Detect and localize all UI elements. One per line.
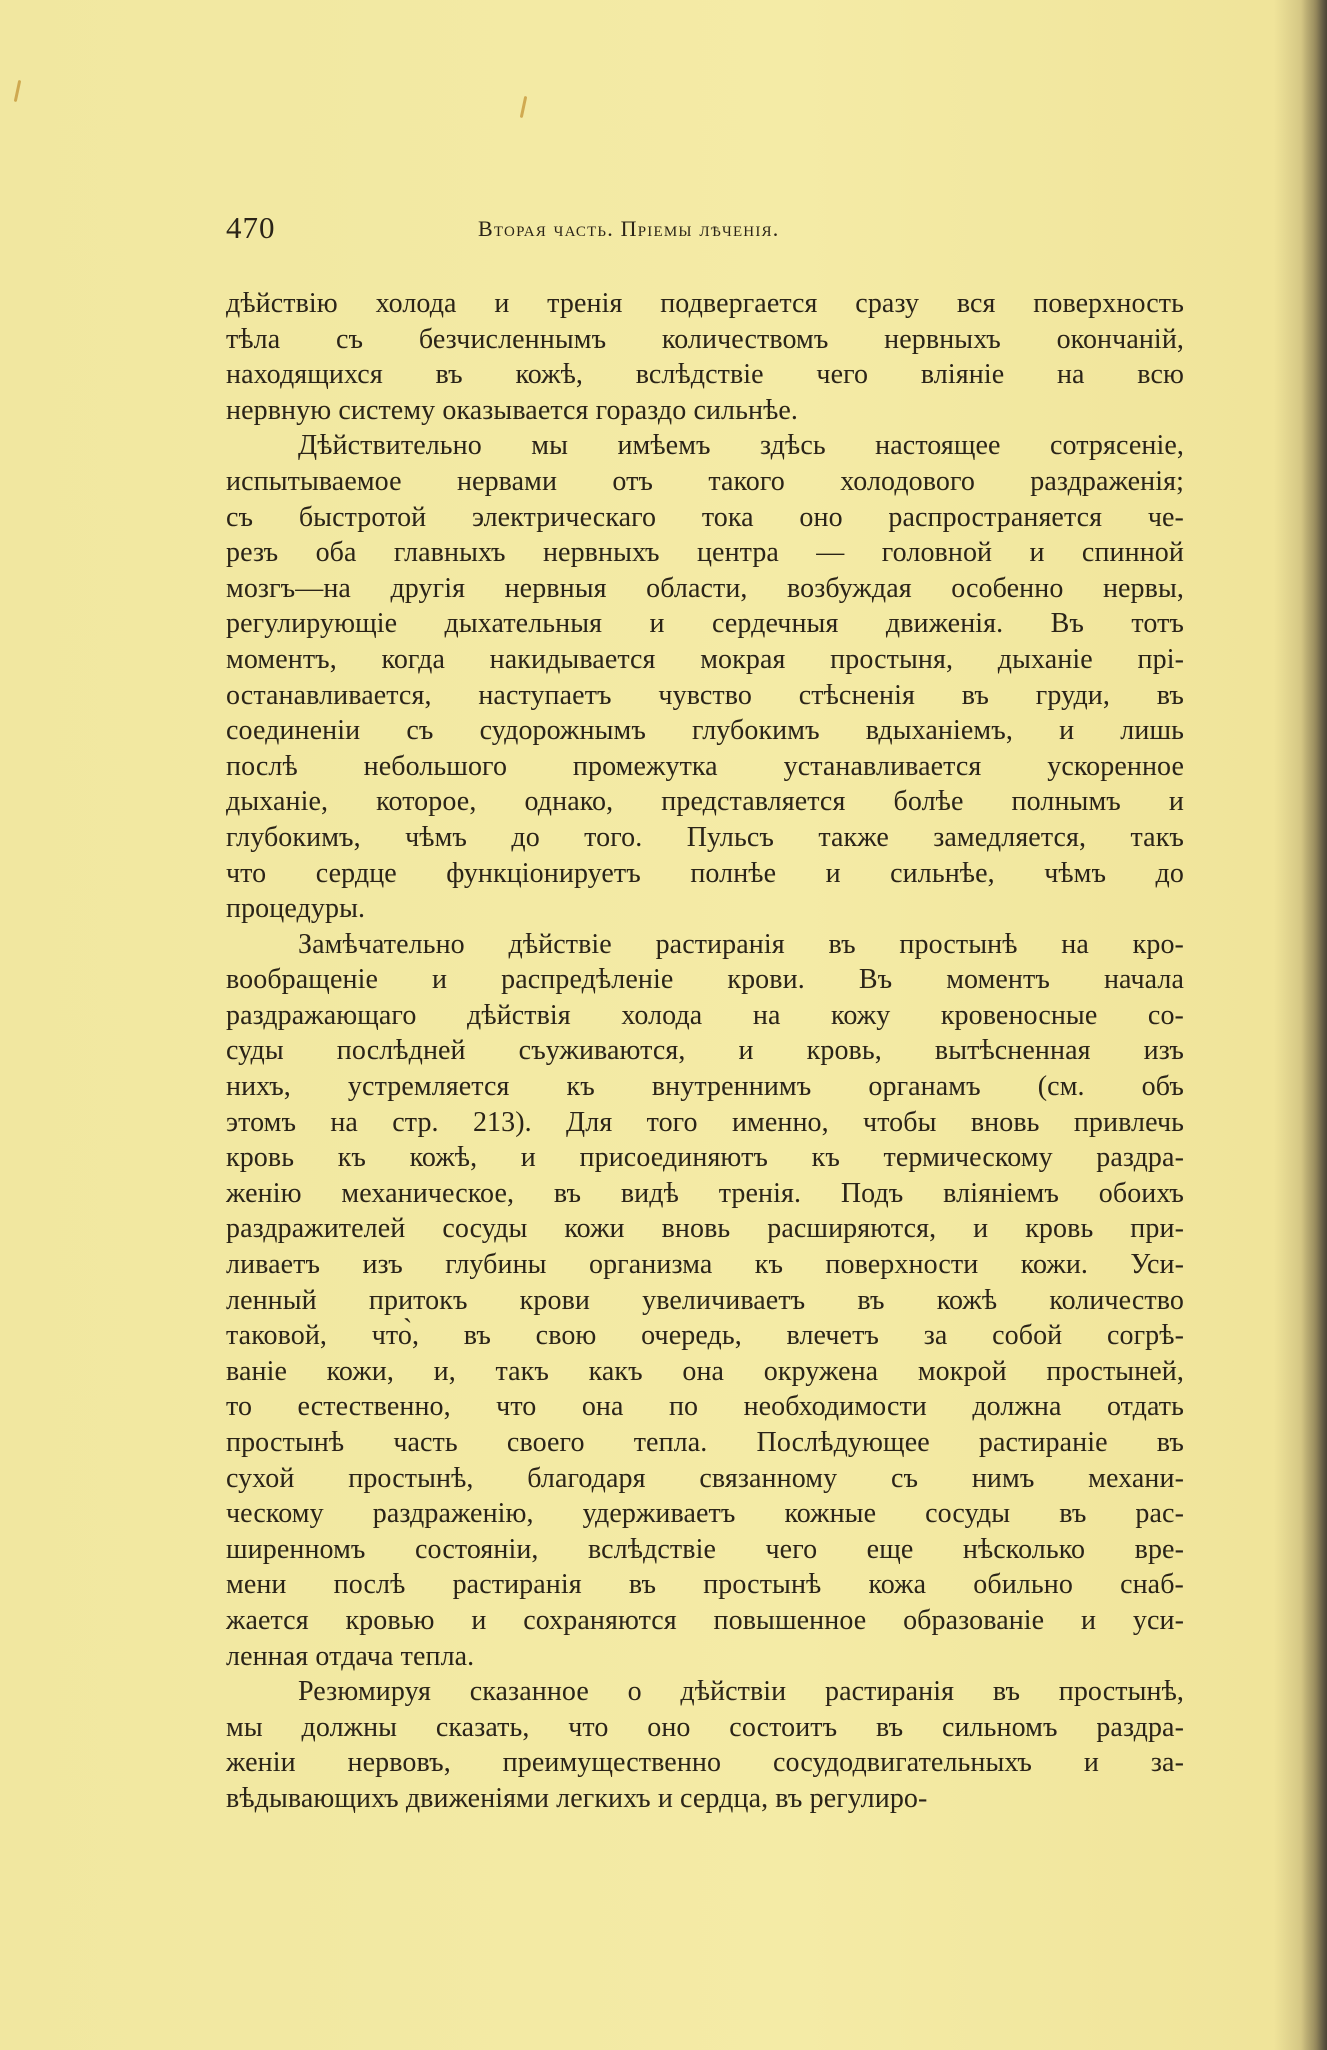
text-line: останавливается, наступаетъ чувство стѣсненія въ груди, въ (226, 679, 1184, 711)
text-line: съ быстротой электрическаго тока оно распространяется че- (226, 501, 1184, 533)
text-line: суды послѣдней съуживаются, и кровь, вытѣсненная изъ (226, 1035, 1184, 1067)
text-line: ческому раздраженію, удерживаетъ кожные сосуды въ рас- (226, 1498, 1184, 1530)
text-line: ваніе кожи, и, такъ какъ она окружена мокрой простыней, (226, 1355, 1184, 1387)
text-line: то естественно, что она по необходимости должна отдать (226, 1391, 1184, 1423)
text-line: послѣ небольшого промежутка устанавливается ускоренное (226, 750, 1184, 782)
text-line: соединеніи съ судорожнымъ глубокимъ вдыханіемъ, и лишь (226, 715, 1184, 747)
text-line: мозгъ—на другія нервныя области, возбуждая особенно нервы, (226, 572, 1184, 604)
paragraph (226, 286, 1184, 428)
text-line: регулирующіе дыхательныя и сердечныя движенія. Въ тотъ (226, 608, 1184, 640)
running-head: Вторая часть. Пріемы лѣченія. (478, 216, 780, 241)
text-line: вообращеніе и распредѣленіе крови. Въ моментъ начала (226, 964, 1184, 996)
page-header (226, 210, 1186, 246)
text-line: ливаетъ изъ глубины организма къ поверхности кожи. Уси- (226, 1249, 1184, 1281)
ink-mark-top (520, 96, 528, 118)
text-line: дѣйствію холода и тренія подвергается сразу вся поверхность (226, 288, 1184, 319)
text-line: Резюмируя сказанное о дѣйствіи растиранія въ простынѣ, (298, 1676, 1184, 1708)
text-line: мы должны сказать, что оно состоитъ въ сильномъ раздра- (226, 1711, 1184, 1743)
text-line: сухой простынѣ, благодаря связанному съ нимъ механи- (226, 1462, 1184, 1494)
text-line: что сердце функціонируетъ полнѣе и сильнѣе, чѣмъ до (226, 857, 1184, 889)
text-line: этомъ на стр. 213). Для того именно, чтобы вновь привлечь (226, 1106, 1184, 1138)
text-line: раздражающаго дѣйствія холода на кожу кровеносные со- (226, 999, 1184, 1031)
text-line: простынѣ часть своего тепла. Послѣдующее растираніе въ (226, 1427, 1184, 1458)
text-line: моментъ, когда накидывается мокрая простыня, дыханіе прі- (226, 643, 1184, 675)
text-line: жается кровью и сохраняются повышенное образованіе и уси- (226, 1604, 1184, 1636)
text-line: испытываемое нервами отъ такого холодового раздраженія; (226, 465, 1184, 497)
text-line: мени послѣ растиранія въ простынѣ кожа обильно снаб- (226, 1569, 1184, 1601)
text-line: процедуры. (226, 893, 366, 925)
text-line: раздражителей сосуды кожи вновь расширяются, и кровь при- (226, 1213, 1184, 1245)
text-line: женію механическое, въ видѣ тренія. Подъ вліяніемъ обоихъ (226, 1177, 1184, 1209)
text-line: дыханіе, которое, однако, представляется болѣе полнымъ и (226, 786, 1184, 818)
text-line: глубокимъ, чѣмъ до того. Пульсъ также замедляется, такъ (226, 821, 1184, 853)
text-line: ленный притокъ крови увеличиваетъ въ кожѣ количество (226, 1284, 1184, 1316)
paragraph (226, 927, 1184, 1674)
text-line: вѣдывающихъ движеніями легкихъ и сердца, въ регулиро- (226, 1782, 928, 1814)
page-number: 470 (226, 210, 276, 245)
page-edge-shadow (1301, 0, 1327, 2050)
text-line: резъ оба главныхъ нервныхъ центра — головной и спинной (226, 537, 1184, 569)
text-line: Замѣчательно дѣйствіе растиранія въ простынѣ на кро- (298, 928, 1184, 960)
paragraph (226, 428, 1184, 926)
text-line: женіи нервовъ, преимущественно сосудодвигательныхъ и за- (226, 1747, 1184, 1779)
text-line: Дѣйствительно мы имѣемъ здѣсь настоящее сотрясеніе, (298, 430, 1184, 462)
text-line: ленная отдача тепла. (226, 1640, 475, 1672)
ink-mark-left (14, 80, 22, 102)
text-line: находящихся въ кожѣ, вслѣдствіе чего вліяніе на всю (226, 359, 1184, 391)
body-text (226, 286, 1184, 1817)
text-line: тѣла съ безчисленнымъ количествомъ нервныхъ окончаній, (226, 323, 1184, 355)
text-line: кровь къ кожѣ, и присоединяютъ къ термическому раздра- (226, 1142, 1184, 1174)
text-line: нервную систему оказывается гораздо сильнѣе. (226, 394, 799, 426)
paragraph (226, 1674, 1184, 1816)
text-line: ширенномъ состояніи, вслѣдствіе чего еще нѣсколько вре- (226, 1533, 1184, 1565)
text-line: нихъ, устремляется къ внутреннимъ органамъ (см. объ (226, 1071, 1184, 1103)
text-line: таковой, что̀, въ свою очередь, влечетъ за собой согрѣ- (226, 1320, 1184, 1352)
